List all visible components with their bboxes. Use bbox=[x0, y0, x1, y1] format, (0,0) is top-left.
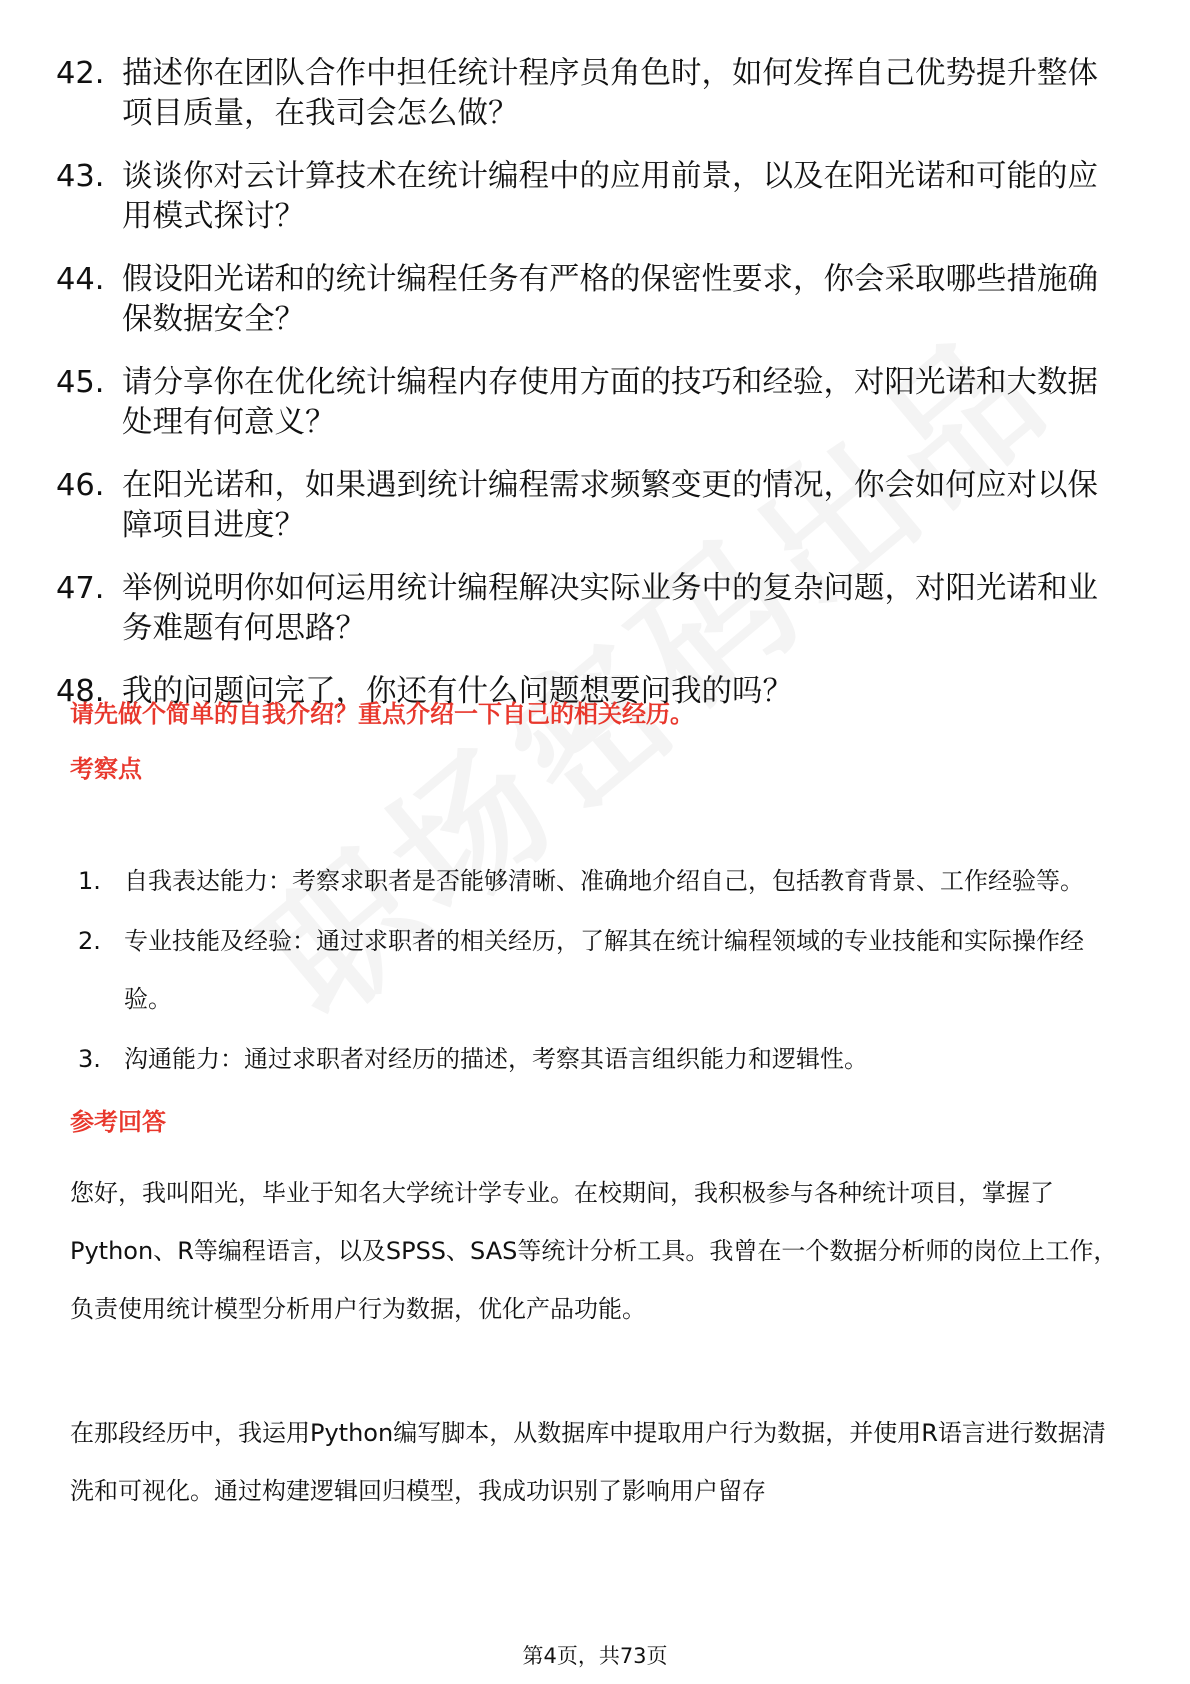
assessment-point bbox=[78, 912, 1118, 1028]
answer-title: 参考回答 bbox=[70, 1108, 166, 1136]
question-number: 46. bbox=[56, 468, 105, 503]
question-item bbox=[56, 466, 1116, 546]
question-number: 48. bbox=[56, 674, 105, 709]
question-number: 42. bbox=[56, 56, 105, 91]
point-text: 专业技能及经验：通过求职者的相关经历，了解其在统计编程领域的专业技能和实际操作经验。 bbox=[124, 927, 1084, 1013]
question-text: 描述你在团队合作中担任统计程序员角色时，如何发挥自己优势提升整体项目质量，在我司会怎么做？ bbox=[122, 56, 1098, 131]
question-text: 假设阳光诺和的统计编程任务有严格的保密性要求，你会采取哪些措施确保数据安全？ bbox=[122, 262, 1098, 337]
question-text: 我的问题问完了，你还有什么问题想要问我的吗？ bbox=[122, 674, 793, 709]
answer-paragraph: 您好，我叫阳光，毕业于知名大学统计学专业。在校期间，我积极参与各种统计项目，掌握了Python、R等编程语言，以及SPSS、SAS等统计分析工具。我曾在一个数据分析师的岗位上工作，负责使用统计模型分析用户行为数据，优化产品功能。 bbox=[70, 1179, 1118, 1323]
question-item bbox=[56, 363, 1116, 443]
point-text: 自我表达能力：考察求职者是否能够清晰、准确地介绍自己，包括教育背景、工作经验等。 bbox=[124, 867, 1084, 895]
page-footer: 第4页，共73页 bbox=[522, 1644, 668, 1668]
assessment-point bbox=[78, 1030, 1118, 1088]
answer-paragraph: 在那段经历中，我运用Python编写脚本，从数据库中提取用户行为数据，并使用R语言进行数据清洗和可视化。通过构建逻辑回归模型，我成功识别了影响用户留存 bbox=[70, 1419, 1106, 1505]
question-item bbox=[56, 157, 1116, 237]
question-text: 举例说明你如何运用统计编程解决实际业务中的复杂问题，对阳光诺和业务难题有何思路？ bbox=[122, 571, 1098, 646]
question-list bbox=[56, 54, 1116, 735]
point-number: 3. bbox=[78, 1045, 101, 1073]
assessment-point bbox=[78, 852, 1118, 910]
question-item bbox=[56, 569, 1116, 649]
point-text: 沟通能力：通过求职者对经历的描述，考察其语言组织能力和逻辑性。 bbox=[124, 1045, 868, 1073]
assessment-title: 考察点 bbox=[70, 755, 142, 783]
question-text: 谈谈你对云计算技术在统计编程中的应用前景，以及在阳光诺和可能的应用模式探讨？ bbox=[122, 159, 1098, 234]
assessment-points bbox=[78, 852, 1118, 1090]
question-item bbox=[56, 260, 1116, 340]
question-item bbox=[56, 54, 1116, 134]
point-number: 2. bbox=[78, 927, 101, 955]
featured-question: 请先做个简单的自我介绍？重点介绍一下自己的相关经历。 bbox=[70, 700, 694, 728]
question-text: 在阳光诺和，如果遇到统计编程需求频繁变更的情况，你会如何应对以保障项目进度？ bbox=[122, 468, 1098, 543]
question-number: 43. bbox=[56, 159, 105, 194]
point-number: 1. bbox=[78, 867, 101, 895]
question-number: 44. bbox=[56, 262, 105, 297]
question-number: 45. bbox=[56, 365, 105, 400]
question-text: 请分享你在优化统计编程内存使用方面的技巧和经验，对阳光诺和大数据处理有何意义？ bbox=[122, 365, 1098, 440]
question-number: 47. bbox=[56, 571, 105, 606]
